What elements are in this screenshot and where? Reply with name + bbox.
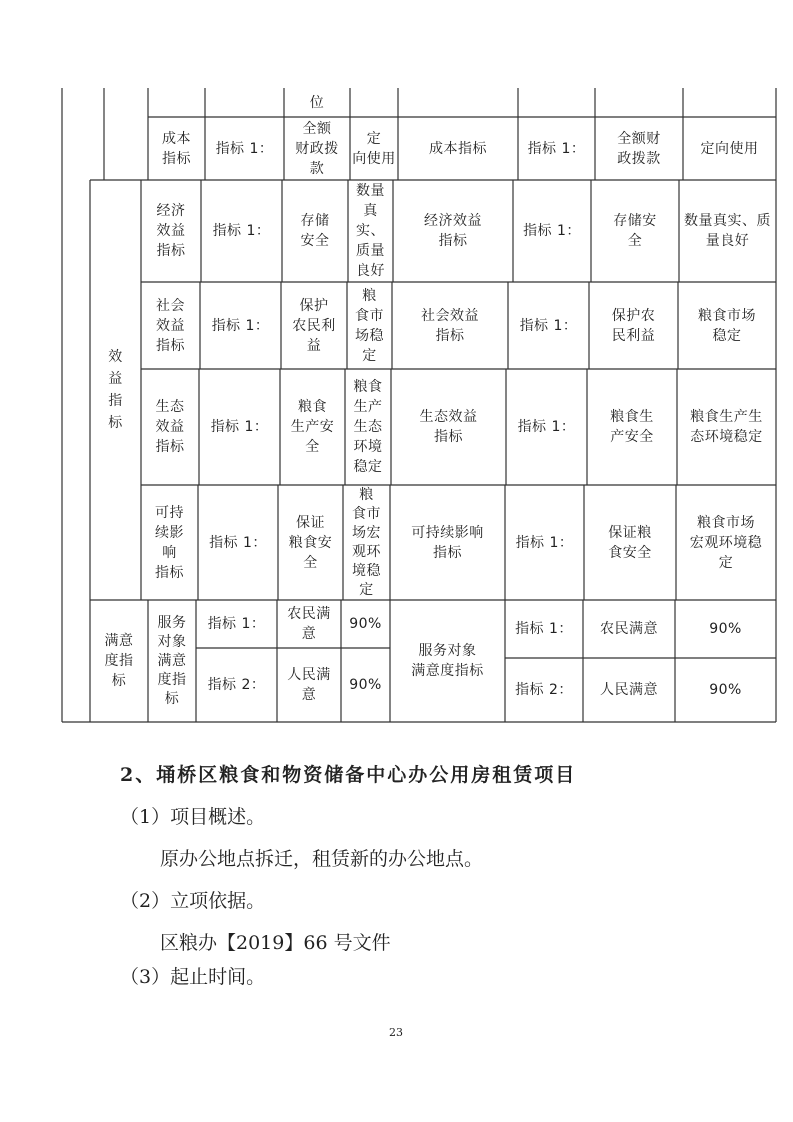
- subsection-2-text: 区粮办【2019】66 号文件: [160, 932, 391, 954]
- service-r-standard2-cell: 90%: [709, 682, 742, 698]
- ecological-standard2-cell: 粮食生产生 态环境稳定: [690, 409, 763, 445]
- cont-unit-cell: 位: [309, 94, 325, 111]
- service-standard1-cell: 90%: [349, 616, 382, 632]
- cost-standard-cell: 定 向使用: [352, 130, 396, 167]
- social-indicator2-cell: 指标 1：: [519, 317, 578, 334]
- social-standard2-cell: 粮食市场 稳定: [698, 307, 756, 344]
- service-r-indicator1-cell: 指标 1：: [515, 621, 573, 637]
- service-value1-cell: 农民满 意: [287, 606, 331, 642]
- service-standard2-cell: 90%: [349, 677, 382, 693]
- sustain-category2-cell: 可持续影响 指标: [411, 524, 484, 561]
- service-r-indicator2-cell: 指标 2：: [515, 682, 573, 698]
- social-value2-cell: 保护农 民利益: [611, 307, 656, 344]
- sustain-indicator2-cell: 指标 1：: [515, 534, 574, 551]
- cost-indicator-cell: 指标 1：: [215, 140, 274, 157]
- economic-value2-cell: 存储安 全: [613, 213, 657, 249]
- sustain-value2-cell: 保证粮 食安全: [608, 524, 652, 561]
- service-indicator2-cell: 指标 2：: [207, 677, 266, 693]
- service-category2-cell: 服务对象 满意度指标: [411, 643, 484, 679]
- social-category2-cell: 社会效益 指标: [421, 307, 479, 344]
- service-value2-cell: 人民满 意: [287, 667, 331, 703]
- social-category-cell: 社会 效益 指标: [156, 297, 185, 354]
- social-value-cell: 保护 农民利 益: [292, 297, 336, 354]
- cost-value-cell: 全额 财政拨 款: [295, 120, 339, 177]
- sustain-standard-cell: 粮 食市 场宏 观环 境稳 定: [352, 486, 381, 598]
- economic-value-cell: 存储 安全: [300, 213, 330, 249]
- service-category-cell: 服务 对象 满意 度指 标: [157, 614, 187, 707]
- cost-value2-cell: 全额财 政拨款: [617, 130, 661, 167]
- economic-indicator-cell: 指标 1：: [212, 223, 271, 239]
- subsection-1-text: 原办公地点拆迁，租赁新的办公地点。: [160, 848, 484, 870]
- benefit-group-label: 效 益 指 标: [108, 349, 123, 431]
- ecological-category-cell: 生态 效益 指标: [155, 399, 185, 455]
- ecological-standard-cell: 粮食 生产 生态 环境 稳定: [353, 379, 383, 475]
- ecological-indicator-cell: 指标 1：: [210, 419, 269, 435]
- sustain-value-cell: 保证 粮食安 全: [288, 514, 333, 571]
- ecological-value2-cell: 粮食生 产安全: [610, 409, 654, 445]
- social-indicator-cell: 指标 1：: [211, 317, 270, 334]
- cost-standard2-cell: 定向使用: [700, 140, 759, 157]
- service-r-value2-cell: 人民满意: [600, 682, 658, 698]
- ecological-indicator2-cell: 指标 1：: [517, 419, 576, 435]
- satisfaction-group-label: 满意 度指 标: [104, 633, 134, 689]
- economic-indicator2-cell: 指标 1：: [523, 223, 581, 239]
- subsection-1-title: （1）项目概述。: [120, 806, 266, 828]
- social-standard-cell: 粮 食市 场稳 定: [355, 287, 384, 364]
- sustain-standard2-cell: 粮食市场 宏观环境稳 定: [689, 514, 763, 571]
- service-r-standard1-cell: 90%: [709, 621, 742, 637]
- cost-indicator2-cell: 指标 1：: [527, 140, 586, 157]
- cost-category-cell: 成本 指标: [162, 130, 191, 167]
- sustain-category-cell: 可持 续影 响 指标: [155, 504, 184, 581]
- section-heading: 2、埇桥区粮食和物资储备中心办公用房租赁项目: [120, 764, 577, 786]
- sustain-indicator-cell: 指标 1：: [209, 534, 267, 551]
- subsection-3-title: （3）起止时间。: [120, 966, 266, 988]
- economic-standard-cell: 数量 真实、 质量 良好: [356, 183, 385, 279]
- cost-category2-cell: 成本指标: [429, 140, 487, 157]
- economic-category2-cell: 经济效益 指标: [424, 213, 482, 249]
- service-r-value1-cell: 农民满意: [600, 621, 658, 637]
- service-indicator1-cell: 指标 1：: [207, 616, 266, 632]
- ecological-category2-cell: 生态效益 指标: [419, 409, 478, 445]
- page-number: 23: [389, 1026, 403, 1039]
- economic-category-cell: 经济 效益 指标: [156, 203, 186, 259]
- ecological-value-cell: 粮食 生产安 全: [290, 399, 335, 455]
- subsection-2-title: （2）立项依据。: [120, 890, 266, 912]
- economic-standard2-cell: 数量真实、质 量良好: [684, 213, 771, 249]
